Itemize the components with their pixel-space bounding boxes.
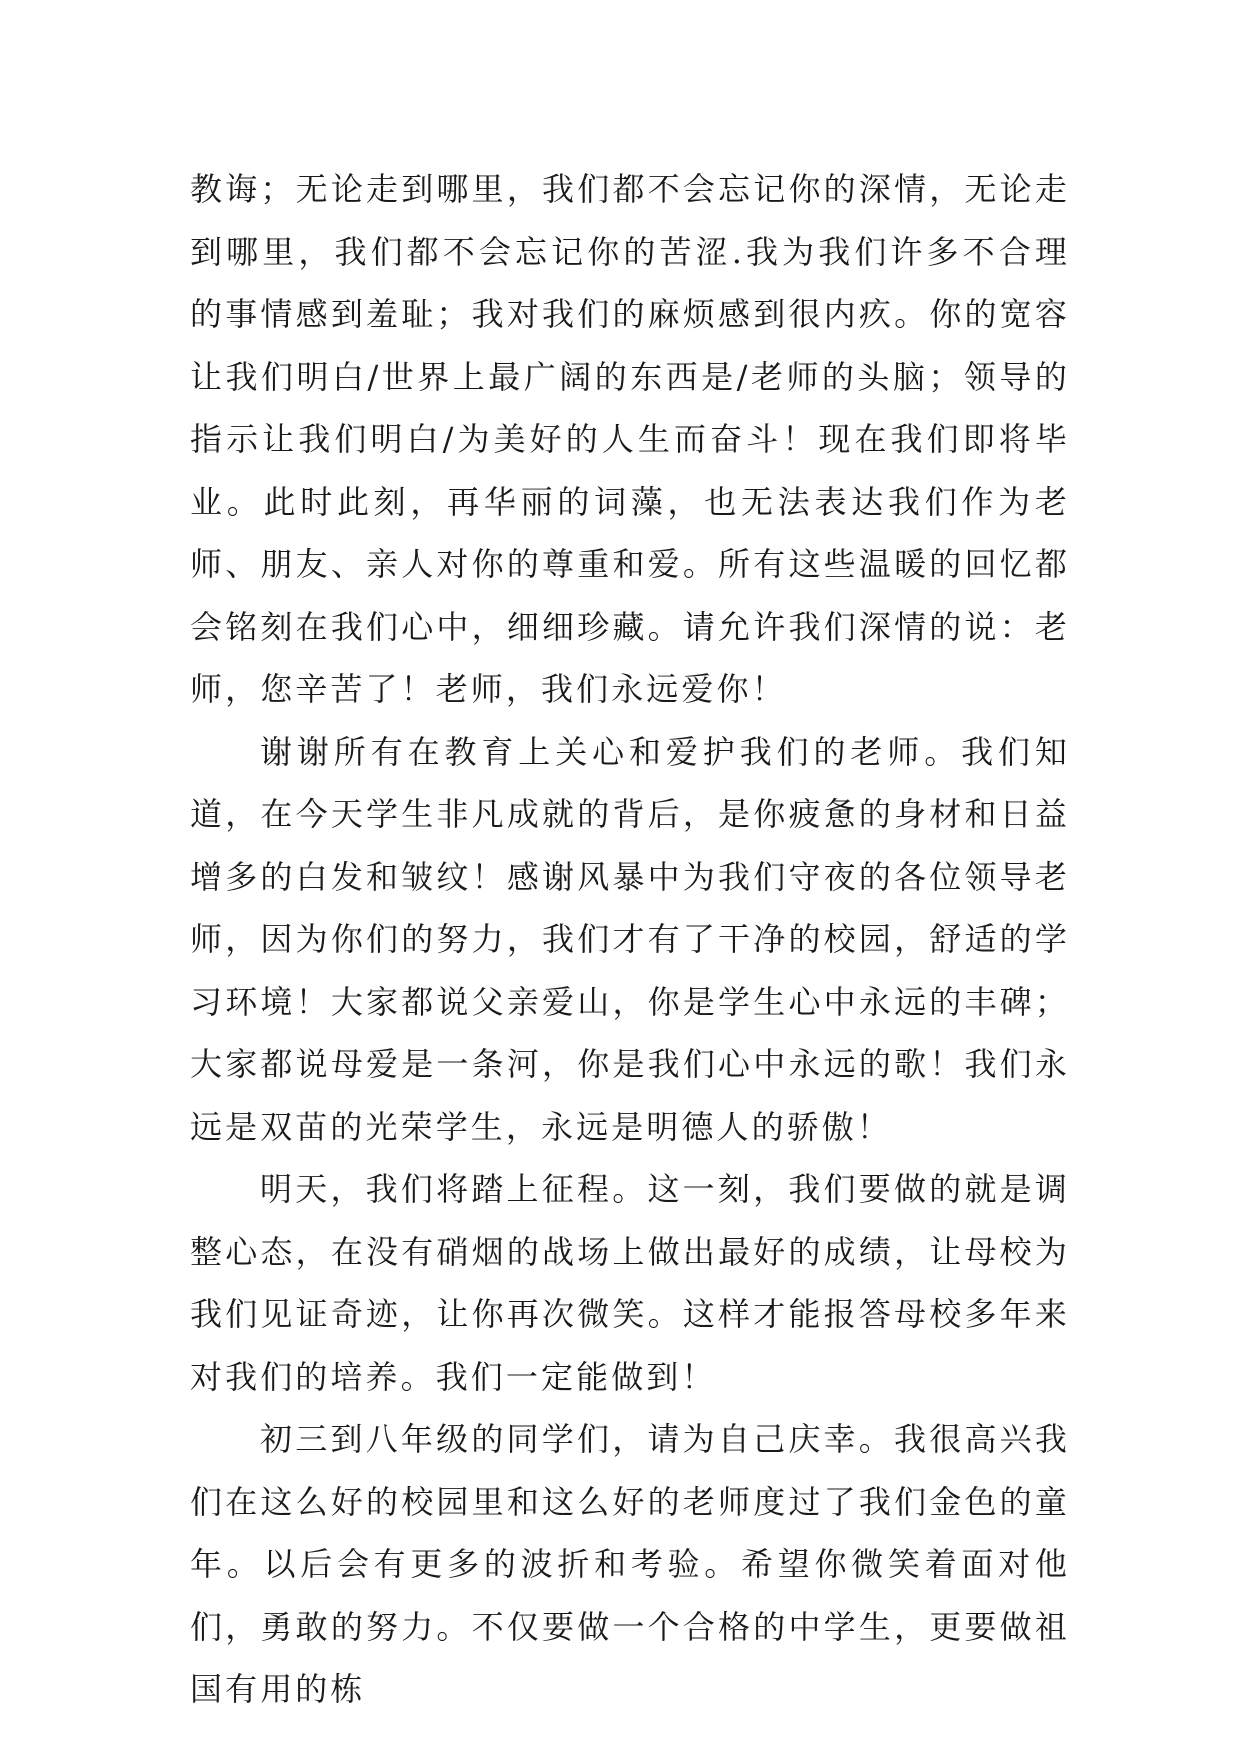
paragraph-4: 初三到八年级的同学们，请为自己庆幸。我很高兴我们在这么好的校园里和这么好的老师度过了我们金色的童年。以后会有更多的波折和考验。希望你微笑着面对他们，勇敢的努力。不仅要做一个合格的中学生，更要做祖国有用的栋	[190, 1420, 1070, 1708]
paragraph-3: 明天，我们将踏上征程。这一刻，我们要做的就是调整心态，在没有硝烟的战场上做出最好的成绩，让母校为我们见证奇迹，让你再次微笑。这样才能报答母校多年来对我们的培养。我们一定能做到！	[190, 1170, 1070, 1396]
document-body	[190, 158, 1070, 1721]
paragraph-2: 谢谢所有在教育上关心和爱护我们的老师。我们知道，在今天学生非凡成就的背后，是你疲惫的身材和日益增多的白发和皱纹！感谢风暴中为我们守夜的各位领导老师，因为你们的努力，我们才有了干净的校园，舒适的学习环境！大家都说父亲爱山，你是学生心中永远的丰碑；大家都说母爱是一条河，你是我们心中永远的歌！我们永远是双苗的光荣学生，永远是明德人的骄傲！	[190, 732, 1070, 1146]
paragraph-1: 教诲；无论走到哪里，我们都不会忘记你的深情，无论走到哪里，我们都不会忘记你的苦涩.我为我们许多不合理的事情感到羞耻；我对我们的麻烦感到很内疚。你的宽容让我们明白/世界上最广阔的东西是/老师的头脑；领导的指示让我们明白/为美好的人生而奋斗！现在我们即将毕业。此时此刻，再华丽的词藻，也无法表达我们作为老师、朋友、亲人对你的尊重和爱。所有这些温暖的回忆都会铭刻在我们心中，细细珍藏。请允许我们深情的说：老师，您辛苦了！老师，我们永远爱你！	[190, 170, 1070, 708]
